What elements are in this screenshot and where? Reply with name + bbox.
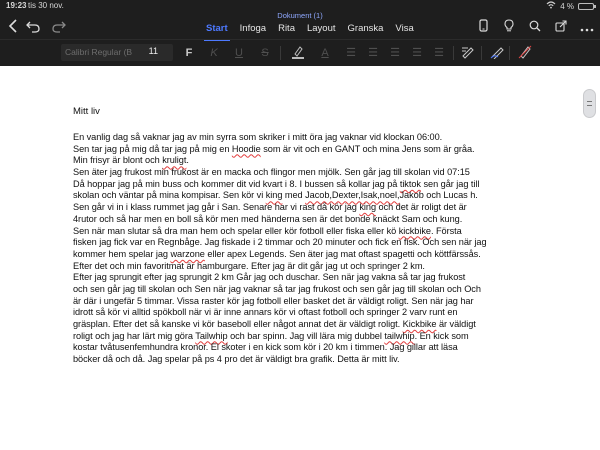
phone-view-icon[interactable] [470, 19, 496, 37]
tab-granska[interactable]: Granska [347, 23, 384, 34]
text-line [73, 307, 487, 319]
tab-visa[interactable]: Visa [395, 23, 414, 34]
text-line [73, 190, 487, 202]
text-line [73, 272, 487, 284]
text-line [73, 179, 487, 191]
misspelled-word: king [359, 202, 377, 213]
text-run: är väldigt [436, 319, 476, 329]
more-icon[interactable] [574, 19, 600, 37]
search-icon[interactable] [522, 19, 548, 37]
text-line [73, 155, 487, 167]
document-paragraph[interactable] [73, 132, 487, 366]
scrollbar-thumb[interactable] [583, 89, 596, 118]
pen-icon[interactable] [488, 45, 506, 64]
share-icon[interactable] [548, 19, 574, 37]
misspelled-word: Jacob,Dexter,Isak,noel, [305, 190, 400, 201]
text-run: Sen går vi in i klass rummet jag går i San. Senare har vi rast då kör jag [73, 202, 360, 213]
font-picker[interactable] [61, 44, 173, 61]
status-right [546, 1, 594, 11]
tab-rita[interactable]: Rita [278, 23, 295, 34]
italic-icon[interactable]: K [210, 47, 218, 59]
text-run: och bar spinn. Jag vill lära mig dubbel [227, 330, 385, 341]
undo-icon[interactable] [24, 19, 42, 37]
text-run: som är vit och en GANT och mina Jens som är gråa. [260, 143, 475, 154]
text-run: 4rutor och så har men en boll så kör men med händerna sen är det bonde knäckt Sam och kung. [73, 213, 463, 224]
tab-infoga[interactable]: Infoga [239, 23, 267, 34]
text-run: Min frisyr är blont och [73, 155, 163, 166]
status-date: tis 30 nov. [28, 1, 64, 10]
format-toolbar [0, 39, 600, 66]
document-title[interactable]: Dokument (1) [277, 11, 323, 20]
font-size[interactable]: 11 [148, 46, 158, 56]
font-name: Calibri Regular (B [65, 47, 133, 57]
text-line [73, 214, 487, 226]
text-run: Sen äter jag frukost min frukost är en macka och flingor men mjölk. Sen går jag till skolan vid 07:15 [73, 167, 470, 178]
text-run: kostar tvåtusenfemhundra kronor. El skoter i en kick som kör i 20 km i timmen. Jag gillar att läsa [73, 342, 458, 353]
numbering-icon[interactable]: ☰ [368, 47, 378, 59]
battery-percent: 4 % [560, 1, 574, 11]
clear-formatting-icon[interactable] [516, 45, 534, 64]
strikethrough-icon[interactable]: S [261, 47, 269, 59]
highlight-icon[interactable] [289, 45, 307, 64]
nav-row [0, 17, 600, 39]
toolbar-divider [481, 46, 482, 60]
text-line [73, 319, 487, 331]
text-line [73, 202, 487, 214]
font-color-icon[interactable]: A [321, 47, 329, 59]
text-run: Jakob och Lucas h. [399, 190, 478, 201]
text-run: idrott så kör vi alltid spökboll när vi är inne annars kör vi oftast fotboll och springer 2 varv runt en [73, 307, 458, 318]
text-run: Efter jag sprungit efter jag sprungit 2 km Går jag och duschar. Sen när jag vakna så tar jag frukost [73, 272, 466, 283]
text-run: och sen går jag till skolan och Sen när jag vaknar så tar jag frukost och sen går jag till skolan och Och [73, 283, 481, 294]
styles-icon[interactable] [459, 45, 477, 64]
text-run: . Första [430, 225, 462, 236]
battery-icon [578, 3, 594, 10]
tab-start[interactable]: Start [200, 22, 234, 36]
text-line [73, 249, 487, 261]
text-line [73, 226, 487, 238]
text-run: och det är roligt det är [376, 202, 467, 213]
misspelled-word: Kickbike [402, 319, 437, 329]
misspelled-word: kruligt [162, 155, 187, 166]
app-chrome [0, 0, 600, 66]
misspelled-word: tailwhip [384, 330, 415, 341]
text-run: böcker då och då. Jag spelar på ps 4 pro det är väldigt bra grafik. Detta är mitt liv. [73, 354, 400, 365]
text-line [73, 237, 487, 249]
text-line [73, 261, 487, 273]
right-toolbar-icons [470, 19, 600, 37]
decrease-indent-icon[interactable]: ☰ [390, 47, 400, 59]
text-line [73, 144, 487, 156]
text-run: med [282, 190, 306, 201]
text-run: sen går jag till [420, 178, 480, 189]
text-line [73, 331, 487, 343]
align-icon[interactable]: ☰ [434, 47, 444, 59]
text-run: kommer hem spelar jag [73, 248, 171, 259]
document-heading: Mitt liv [73, 106, 100, 117]
text-line [73, 342, 487, 354]
text-run: gräsplan. Efter det så kanske vi kör baseboll eller något annat det är väldigt roligt. [73, 319, 403, 329]
text-run: Då hoppar jag på min buss och kommer dit vid kvart i 8. I bussen så kollar jag på [73, 178, 400, 189]
bold-icon[interactable]: F [185, 47, 193, 59]
status-time: 19:23 [6, 1, 27, 10]
document-page[interactable] [0, 66, 600, 450]
increase-indent-icon[interactable]: ☰ [412, 47, 422, 59]
toolbar-divider [509, 46, 510, 60]
text-line [73, 284, 487, 296]
misspelled-word: Hoodie [231, 143, 261, 154]
text-run: Efter det och min favoritmat är hamburgare. Efter jag är dit går jag ut och springer 2 km. [73, 260, 425, 271]
redo-icon[interactable] [50, 19, 68, 37]
toolbar-divider [280, 46, 281, 60]
back-chevron-icon[interactable] [4, 19, 22, 37]
text-run: är där i ungefär 5 timmar. Vissa raster kör jag fotboll eller basket det är väldigt roligt. Sen när jag har [73, 295, 474, 306]
misspelled-word: warzone [170, 248, 205, 259]
misspelled-word: Tailwhip [195, 330, 228, 341]
text-run: En vanlig dag så vaknar jag av min syrra som skriker i mitt öra jag vaknar vid klockan 06:00. [73, 132, 443, 142]
text-run: Sen när man slutar så dra man hem och spelar eller kör fotboll eller fiska eller kö [73, 225, 399, 236]
text-run: eller apex Legends. Sen äter jag mat oftast spagetti och köttfärssås. [204, 248, 481, 259]
wifi-icon [546, 1, 556, 11]
ribbon-tabs [200, 22, 420, 36]
text-run: fisken jag fick var en Regnbåge. Jag fiskade i 2 timmar och 20 minuter och fick en fisk. Och sen när jag [73, 237, 487, 248]
text-run: roligt och jag har lärt mig göra [73, 330, 196, 341]
tab-layout[interactable]: Layout [306, 23, 336, 34]
toolbar-divider [453, 46, 454, 60]
text-run: skolan och väntar på mina kompisar. Sen kör vi [73, 190, 266, 201]
text-run: Sen tar jag på mig då tar jag på mig en [73, 143, 232, 154]
misspelled-word: kickbike [398, 225, 431, 236]
underline-icon[interactable]: U [235, 47, 243, 59]
text-run: . [186, 155, 189, 166]
bullets-icon[interactable]: ☰ [346, 47, 356, 59]
text-line [73, 132, 487, 144]
text-line [73, 296, 487, 308]
text-line [73, 354, 487, 366]
misspelled-word: tiktok [399, 178, 421, 189]
text-run: . En kick som [414, 330, 469, 341]
misspelled-word: king [265, 190, 283, 201]
text-line [73, 167, 487, 179]
lightbulb-icon[interactable] [496, 19, 522, 37]
